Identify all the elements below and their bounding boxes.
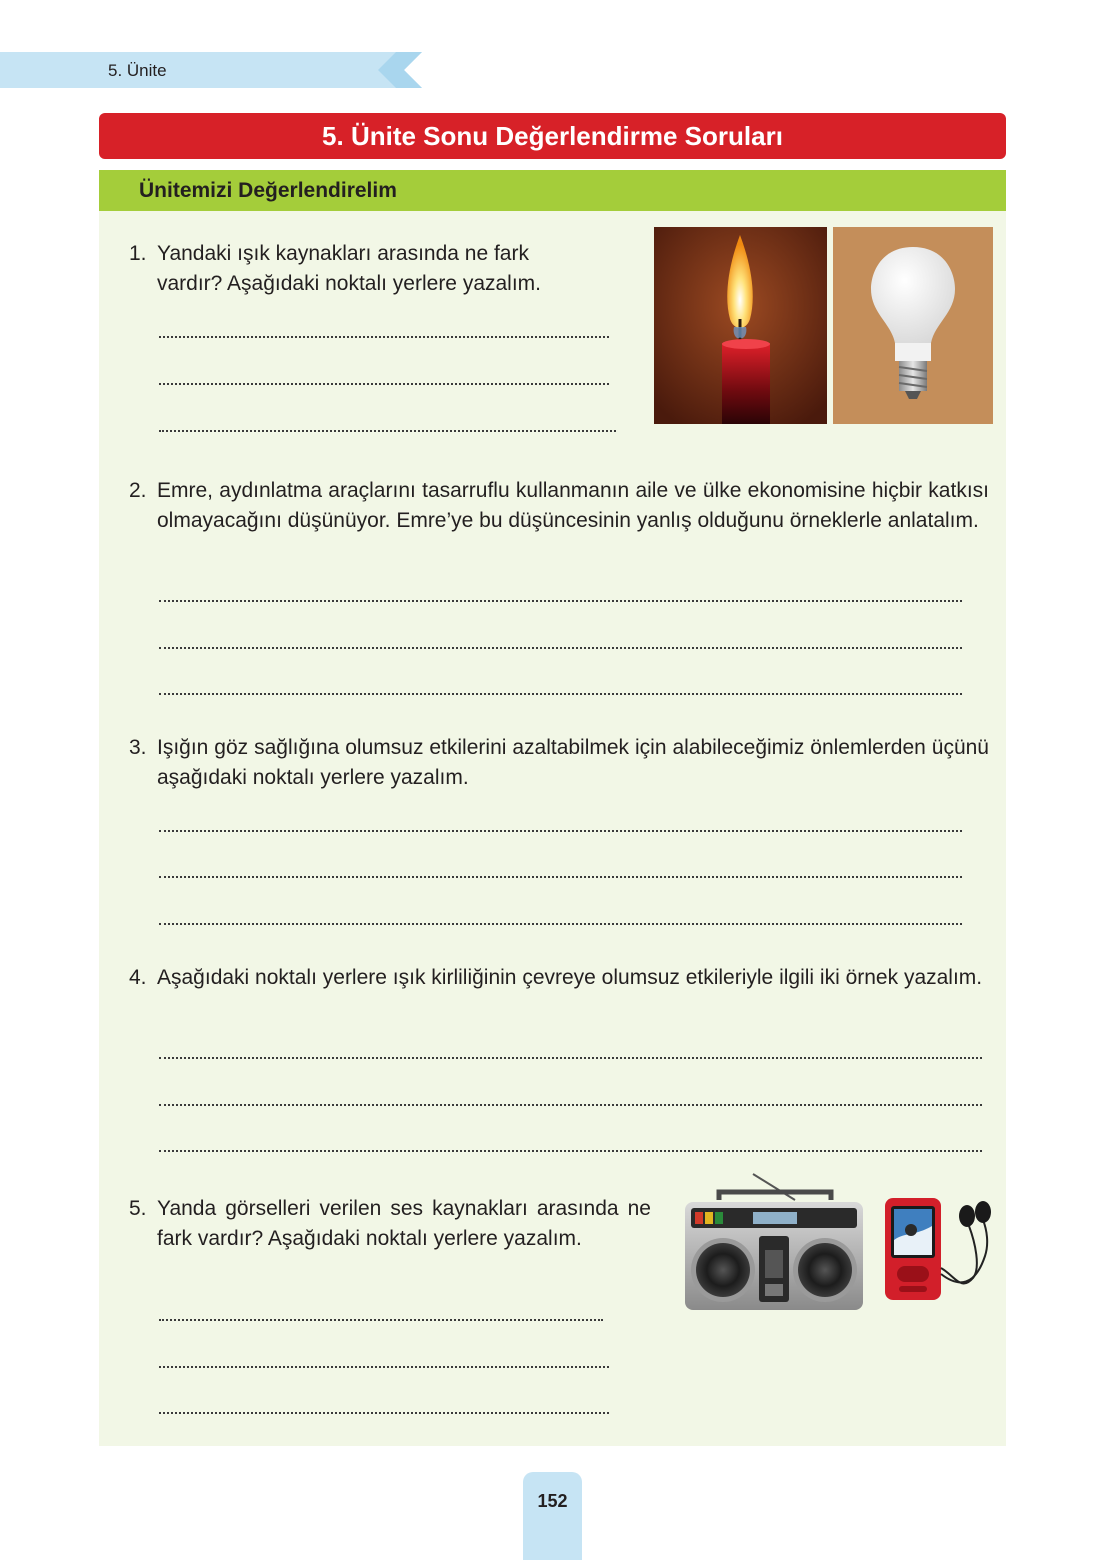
answer-line[interactable]	[159, 381, 609, 385]
answer-line[interactable]	[159, 598, 962, 602]
question-5-number: 5.	[129, 1197, 147, 1220]
answer-line[interactable]	[159, 1055, 982, 1059]
section-header	[99, 170, 1006, 211]
answer-line[interactable]	[159, 828, 962, 832]
unit-tab-shape	[0, 52, 422, 88]
question-4-number: 4.	[129, 966, 147, 989]
page-title-bar	[99, 113, 1006, 159]
boombox-photo	[683, 1172, 865, 1314]
unit-tab	[0, 52, 422, 88]
question-1-number: 1.	[129, 242, 147, 265]
question-4-text: Aşağıdaki noktalı yerlere ışık kirliliğinin çevreye olumsuz etkileriyle ilgili iki örnek yazalım.	[157, 966, 983, 989]
page-title: 5. Ünite Sonu Değerlendirme Soruları	[322, 120, 783, 151]
answer-line[interactable]	[159, 645, 962, 649]
question-2-number: 2.	[129, 479, 147, 502]
section-title: Ünitemizi Değerlendirelim	[139, 179, 397, 202]
mp3-player-photo	[883, 1196, 995, 1304]
answer-line[interactable]	[159, 334, 609, 338]
answer-line[interactable]	[159, 874, 962, 878]
answer-line[interactable]	[159, 1410, 609, 1414]
page-number: 152	[537, 1491, 568, 1511]
question-2-text: Emre, aydınlatma araçlarını tasarruflu kullanmanın aile ve ülke ekonomisine hiçbir katkısı olmayacağını düşünüyor. Emre’ye bu düşüncesinin yanlış olduğunu örneklerle anlatalım.	[157, 479, 989, 532]
answer-line[interactable]	[159, 428, 616, 432]
question-1-text: Yandaki ışık kaynakları arasında ne fark vardır? Aşağıdaki noktalı yerlere yazalım.	[157, 242, 542, 295]
question-5-text: Yanda görselleri verilen ses kaynakları arasında ne fark vardır? Aşağıdaki noktalı yerlere yazalım.	[157, 1197, 651, 1250]
unit-label: 5. Ünite	[108, 61, 167, 80]
questions-panel	[99, 170, 1006, 1446]
light-bulb-photo	[833, 227, 993, 424]
page-number-tab	[523, 1472, 582, 1560]
candle-photo	[654, 227, 827, 424]
answer-line[interactable]	[159, 1148, 982, 1152]
question-3-number: 3.	[129, 736, 147, 759]
answer-line[interactable]	[159, 1364, 609, 1368]
answer-line[interactable]	[159, 921, 962, 925]
answer-line[interactable]	[159, 1102, 982, 1106]
answer-line[interactable]	[159, 691, 962, 695]
question-3-text: Işığın göz sağlığına olumsuz etkilerini azaltabilmek için alabileceğimiz önlemlerden üçünü aşağıdaki noktalı yerlere yazalım.	[157, 736, 989, 789]
answer-line[interactable]	[159, 1317, 603, 1321]
